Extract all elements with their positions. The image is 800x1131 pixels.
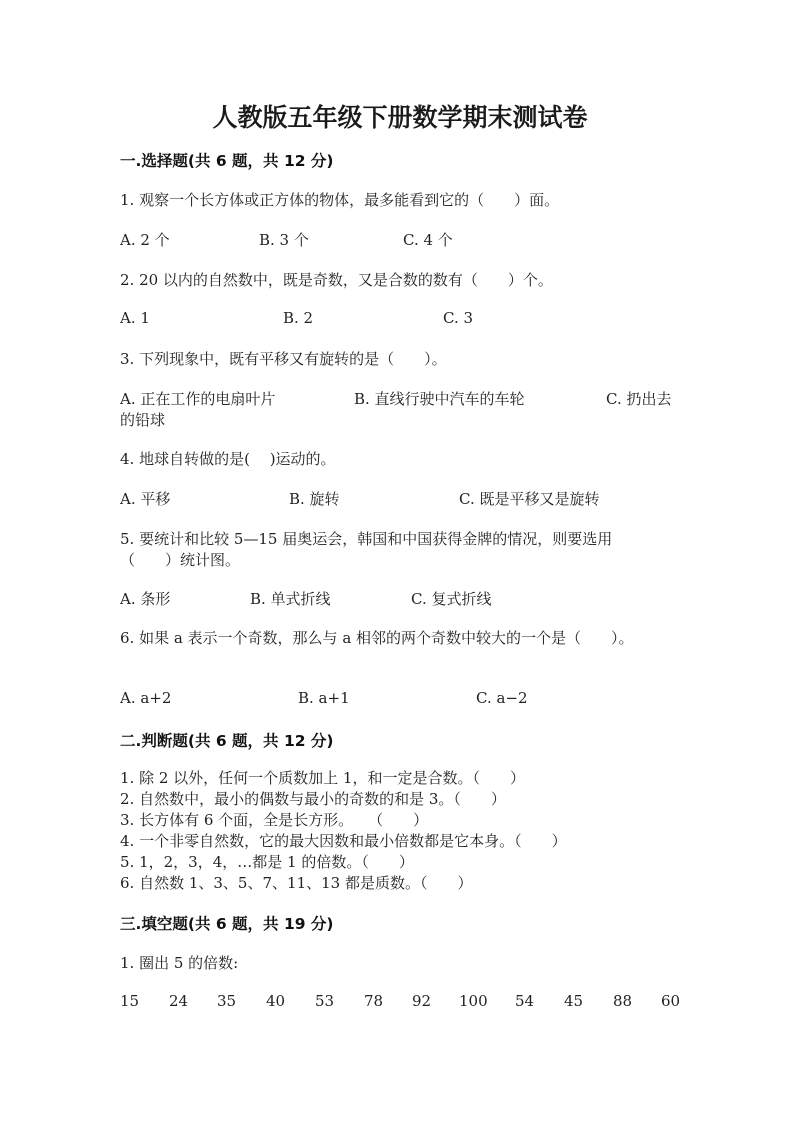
judgement-item-3: 3. 长方体有 6 个面，全是长方形。 （ ） [120,811,429,829]
number-item: 15 [120,992,140,1010]
fill-question-1: 1. 圈出 5 的倍数: [120,954,239,972]
q4-option-a: A. 平移 [120,490,171,508]
judgement-item-5: 5. 1，2，3，4，…都是 1 的倍数。（ ） [120,853,414,871]
number-item: 100 [459,992,488,1010]
q1-option-b: B. 3 个 [259,231,309,249]
number-item: 40 [266,992,286,1010]
section-heading-choice: 一.选择题(共 6 题，共 12 分) [120,152,334,170]
q6-option-a: A. a+2 [120,689,172,707]
q3-option-c-wrap: 的铅球 [120,411,166,429]
q2-option-b: B. 2 [283,309,314,327]
q6-option-c: C. a−2 [476,689,528,707]
q4-option-b: B. 旋转 [289,490,340,508]
judgement-item-6: 6. 自然数 1、3、5、7、11、13 都是质数。（ ） [120,874,473,892]
page-title: 人教版五年级下册数学期末测试卷 [212,103,588,132]
q3-option-c: C. 扔出去 [606,390,672,408]
question-6: 6. 如果 a 表示一个奇数，那么与 a 相邻的两个奇数中较大的一个是（ ）。 [120,629,634,647]
number-item: 92 [412,992,432,1010]
q1-option-c: C. 4 个 [403,231,453,249]
section-heading-fill: 三.填空题(共 6 题，共 19 分) [120,915,334,933]
q2-option-a: A. 1 [120,309,150,327]
judgement-item-2: 2. 自然数中，最小的偶数与最小的奇数的和是 3。（ ） [120,790,506,808]
number-item: 60 [661,992,681,1010]
q5-option-b: B. 单式折线 [250,590,331,608]
question-5: 5. 要统计和比较 5—15 届奥运会，韩国和中国获得金牌的情况，则要选用 [120,530,613,548]
number-item: 78 [364,992,384,1010]
q2-option-c: C. 3 [443,309,474,327]
section-heading-judgement: 二.判断题(共 6 题，共 12 分) [120,732,334,750]
judgement-item-4: 4. 一个非零自然数，它的最大因数和最小倍数都是它本身。（ ） [120,832,567,850]
number-item: 53 [315,992,335,1010]
number-item: 24 [169,992,189,1010]
number-item: 88 [613,992,633,1010]
judgement-item-1: 1. 除 2 以外，任何一个质数加上 1，和一定是合数。（ ） [120,769,525,787]
q1-option-a: A. 2 个 [120,231,170,249]
q3-option-b: B. 直线行驶中汽车的车轮 [354,390,525,408]
question-3: 3. 下列现象中，既有平移又有旋转的是（ ）。 [120,350,447,368]
number-item: 54 [515,992,535,1010]
q4-option-c: C. 既是平移又是旋转 [459,490,600,508]
question-1: 1. 观察一个长方体或正方体的物体，最多能看到它的（ ）面。 [120,191,560,209]
number-item: 35 [217,992,237,1010]
question-2: 2. 20 以内的自然数中，既是奇数，又是合数的数有（ ）个。 [120,271,553,289]
q5-option-c: C. 复式折线 [411,590,492,608]
q6-option-b: B. a+1 [298,689,350,707]
number-item: 45 [564,992,584,1010]
question-4: 4. 地球自转做的是( )运动的。 [120,450,336,468]
question-5-line2: （ ）统计图。 [120,551,241,569]
q5-option-a: A. 条形 [120,590,171,608]
q3-option-a: A. 正在工作的电扇叶片 [120,390,276,408]
